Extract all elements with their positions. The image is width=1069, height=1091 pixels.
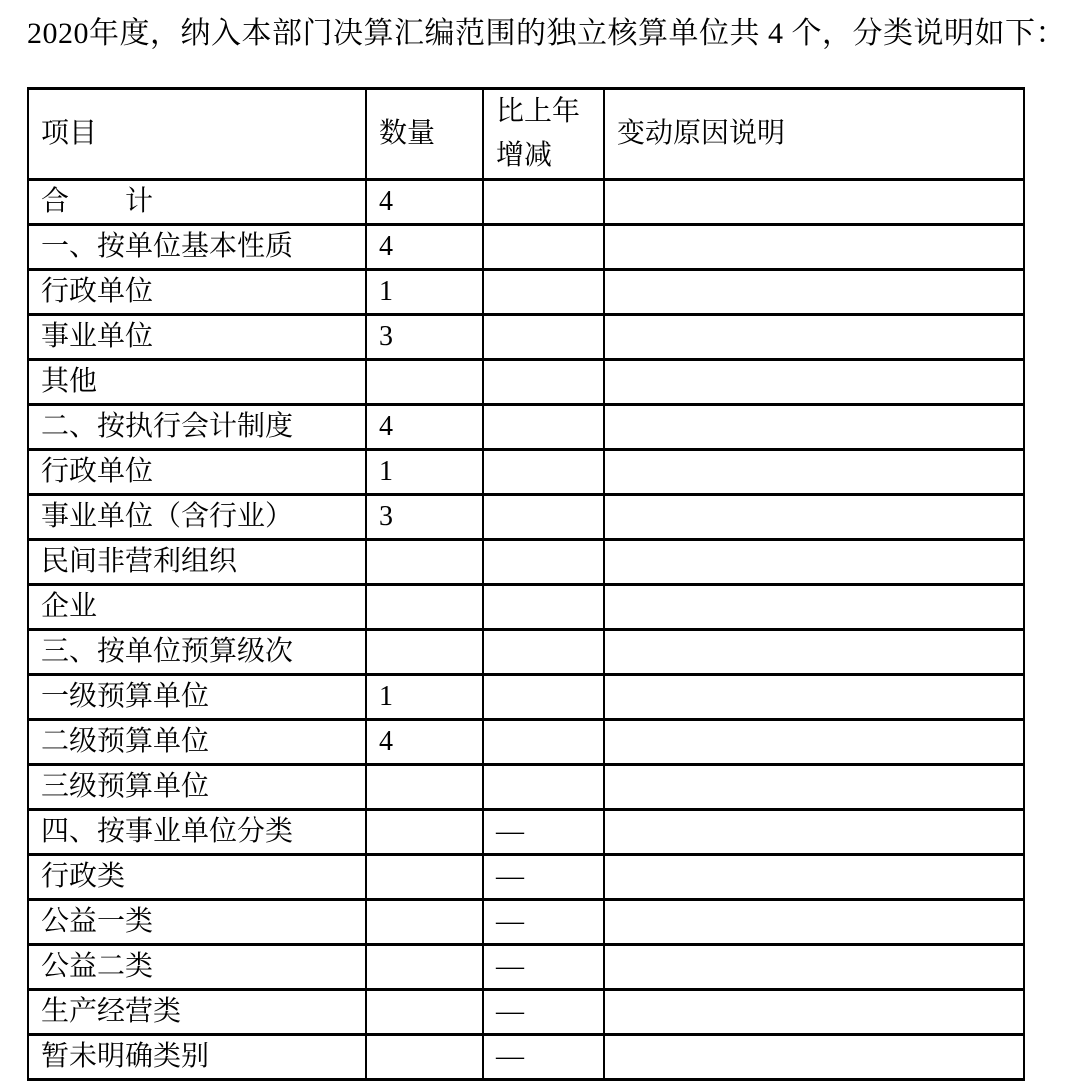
quantity-cell: 1 — [366, 675, 483, 720]
reason-cell — [604, 900, 1024, 945]
table-row — [28, 585, 1024, 630]
table-row — [28, 450, 1024, 495]
table-row — [28, 900, 1024, 945]
column-header-item: 项目 — [28, 89, 366, 180]
table-row — [28, 855, 1024, 900]
item-cell: 三级预算单位 — [28, 765, 366, 810]
table-row — [28, 990, 1024, 1035]
item-cell: 三、按单位预算级次 — [28, 630, 366, 675]
item-cell: 公益一类 — [28, 900, 366, 945]
quantity-cell — [366, 1035, 483, 1080]
table-row — [28, 180, 1024, 225]
change-cell: — — [483, 945, 604, 990]
item-cell: 行政单位 — [28, 270, 366, 315]
reason-cell — [604, 585, 1024, 630]
table-row — [28, 810, 1024, 855]
table-row — [28, 360, 1024, 405]
change-cell — [483, 495, 604, 540]
quantity-cell: 4 — [366, 720, 483, 765]
item-cell: 二、按执行会计制度 — [28, 405, 366, 450]
reason-cell — [604, 180, 1024, 225]
table-row — [28, 495, 1024, 540]
item-cell: 行政类 — [28, 855, 366, 900]
table-row — [28, 630, 1024, 675]
table-row — [28, 225, 1024, 270]
column-header-change-vs-last-year: 比上年增减 — [483, 89, 604, 180]
quantity-cell: 4 — [366, 225, 483, 270]
change-cell — [483, 225, 604, 270]
quantity-cell — [366, 990, 483, 1035]
table-row — [28, 270, 1024, 315]
item-cell: 行政单位 — [28, 450, 366, 495]
item-cell: 民间非营利组织 — [28, 540, 366, 585]
table-body — [28, 180, 1024, 1080]
quantity-cell: 3 — [366, 495, 483, 540]
item-cell: 合 计 — [28, 180, 366, 225]
item-cell: 一级预算单位 — [28, 675, 366, 720]
item-cell: 二级预算单位 — [28, 720, 366, 765]
quantity-cell — [366, 630, 483, 675]
intro-text: 2020年度，纳入本部门决算汇编范围的独立核算单位共 4 个，分类说明如下： — [27, 17, 1066, 50]
change-cell — [483, 540, 604, 585]
change-cell — [483, 450, 604, 495]
reason-cell — [604, 765, 1024, 810]
quantity-cell — [366, 585, 483, 630]
change-cell — [483, 405, 604, 450]
item-cell: 其他 — [28, 360, 366, 405]
change-cell — [483, 270, 604, 315]
table-row — [28, 1035, 1024, 1080]
reason-cell — [604, 405, 1024, 450]
column-header-change-reason: 变动原因说明 — [604, 89, 1024, 180]
quantity-cell: 1 — [366, 450, 483, 495]
change-cell: — — [483, 990, 604, 1035]
reason-cell — [604, 990, 1024, 1035]
item-cell: 一、按单位基本性质 — [28, 225, 366, 270]
reason-cell — [604, 495, 1024, 540]
change-cell — [483, 720, 604, 765]
change-cell: — — [483, 1035, 604, 1080]
quantity-cell — [366, 360, 483, 405]
quantity-cell — [366, 945, 483, 990]
table-row — [28, 945, 1024, 990]
quantity-cell — [366, 855, 483, 900]
item-cell: 企业 — [28, 585, 366, 630]
column-header-quantity: 数量 — [366, 89, 483, 180]
reason-cell — [604, 360, 1024, 405]
table-row — [28, 315, 1024, 360]
item-cell: 暂未明确类别 — [28, 1035, 366, 1080]
change-cell: — — [483, 810, 604, 855]
quantity-cell — [366, 810, 483, 855]
reason-cell — [604, 315, 1024, 360]
reason-cell — [604, 450, 1024, 495]
item-cell: 事业单位（含行业） — [28, 495, 366, 540]
reason-cell — [604, 855, 1024, 900]
quantity-cell: 4 — [366, 405, 483, 450]
reason-cell — [604, 945, 1024, 990]
quantity-cell: 1 — [366, 270, 483, 315]
quantity-cell — [366, 765, 483, 810]
reason-cell — [604, 270, 1024, 315]
change-cell — [483, 675, 604, 720]
table-row — [28, 675, 1024, 720]
reason-cell — [604, 630, 1024, 675]
table-row — [28, 720, 1024, 765]
quantity-cell — [366, 900, 483, 945]
table-row — [28, 765, 1024, 810]
quantity-cell — [366, 540, 483, 585]
table-header-row — [28, 89, 1024, 180]
quantity-cell: 4 — [366, 180, 483, 225]
item-cell: 生产经营类 — [28, 990, 366, 1035]
item-cell: 事业单位 — [28, 315, 366, 360]
reason-cell — [604, 675, 1024, 720]
change-cell — [483, 585, 604, 630]
reason-cell — [604, 810, 1024, 855]
reason-cell — [604, 540, 1024, 585]
change-cell: — — [483, 900, 604, 945]
units-classification-table — [27, 87, 1025, 1081]
quantity-cell: 3 — [366, 315, 483, 360]
reason-cell — [604, 1035, 1024, 1080]
change-cell — [483, 630, 604, 675]
item-cell: 四、按事业单位分类 — [28, 810, 366, 855]
change-cell — [483, 360, 604, 405]
change-cell — [483, 315, 604, 360]
reason-cell — [604, 225, 1024, 270]
change-cell: — — [483, 855, 604, 900]
reason-cell — [604, 720, 1024, 765]
change-cell — [483, 180, 604, 225]
table-row — [28, 540, 1024, 585]
item-cell: 公益二类 — [28, 945, 366, 990]
change-cell — [483, 765, 604, 810]
table-row — [28, 405, 1024, 450]
